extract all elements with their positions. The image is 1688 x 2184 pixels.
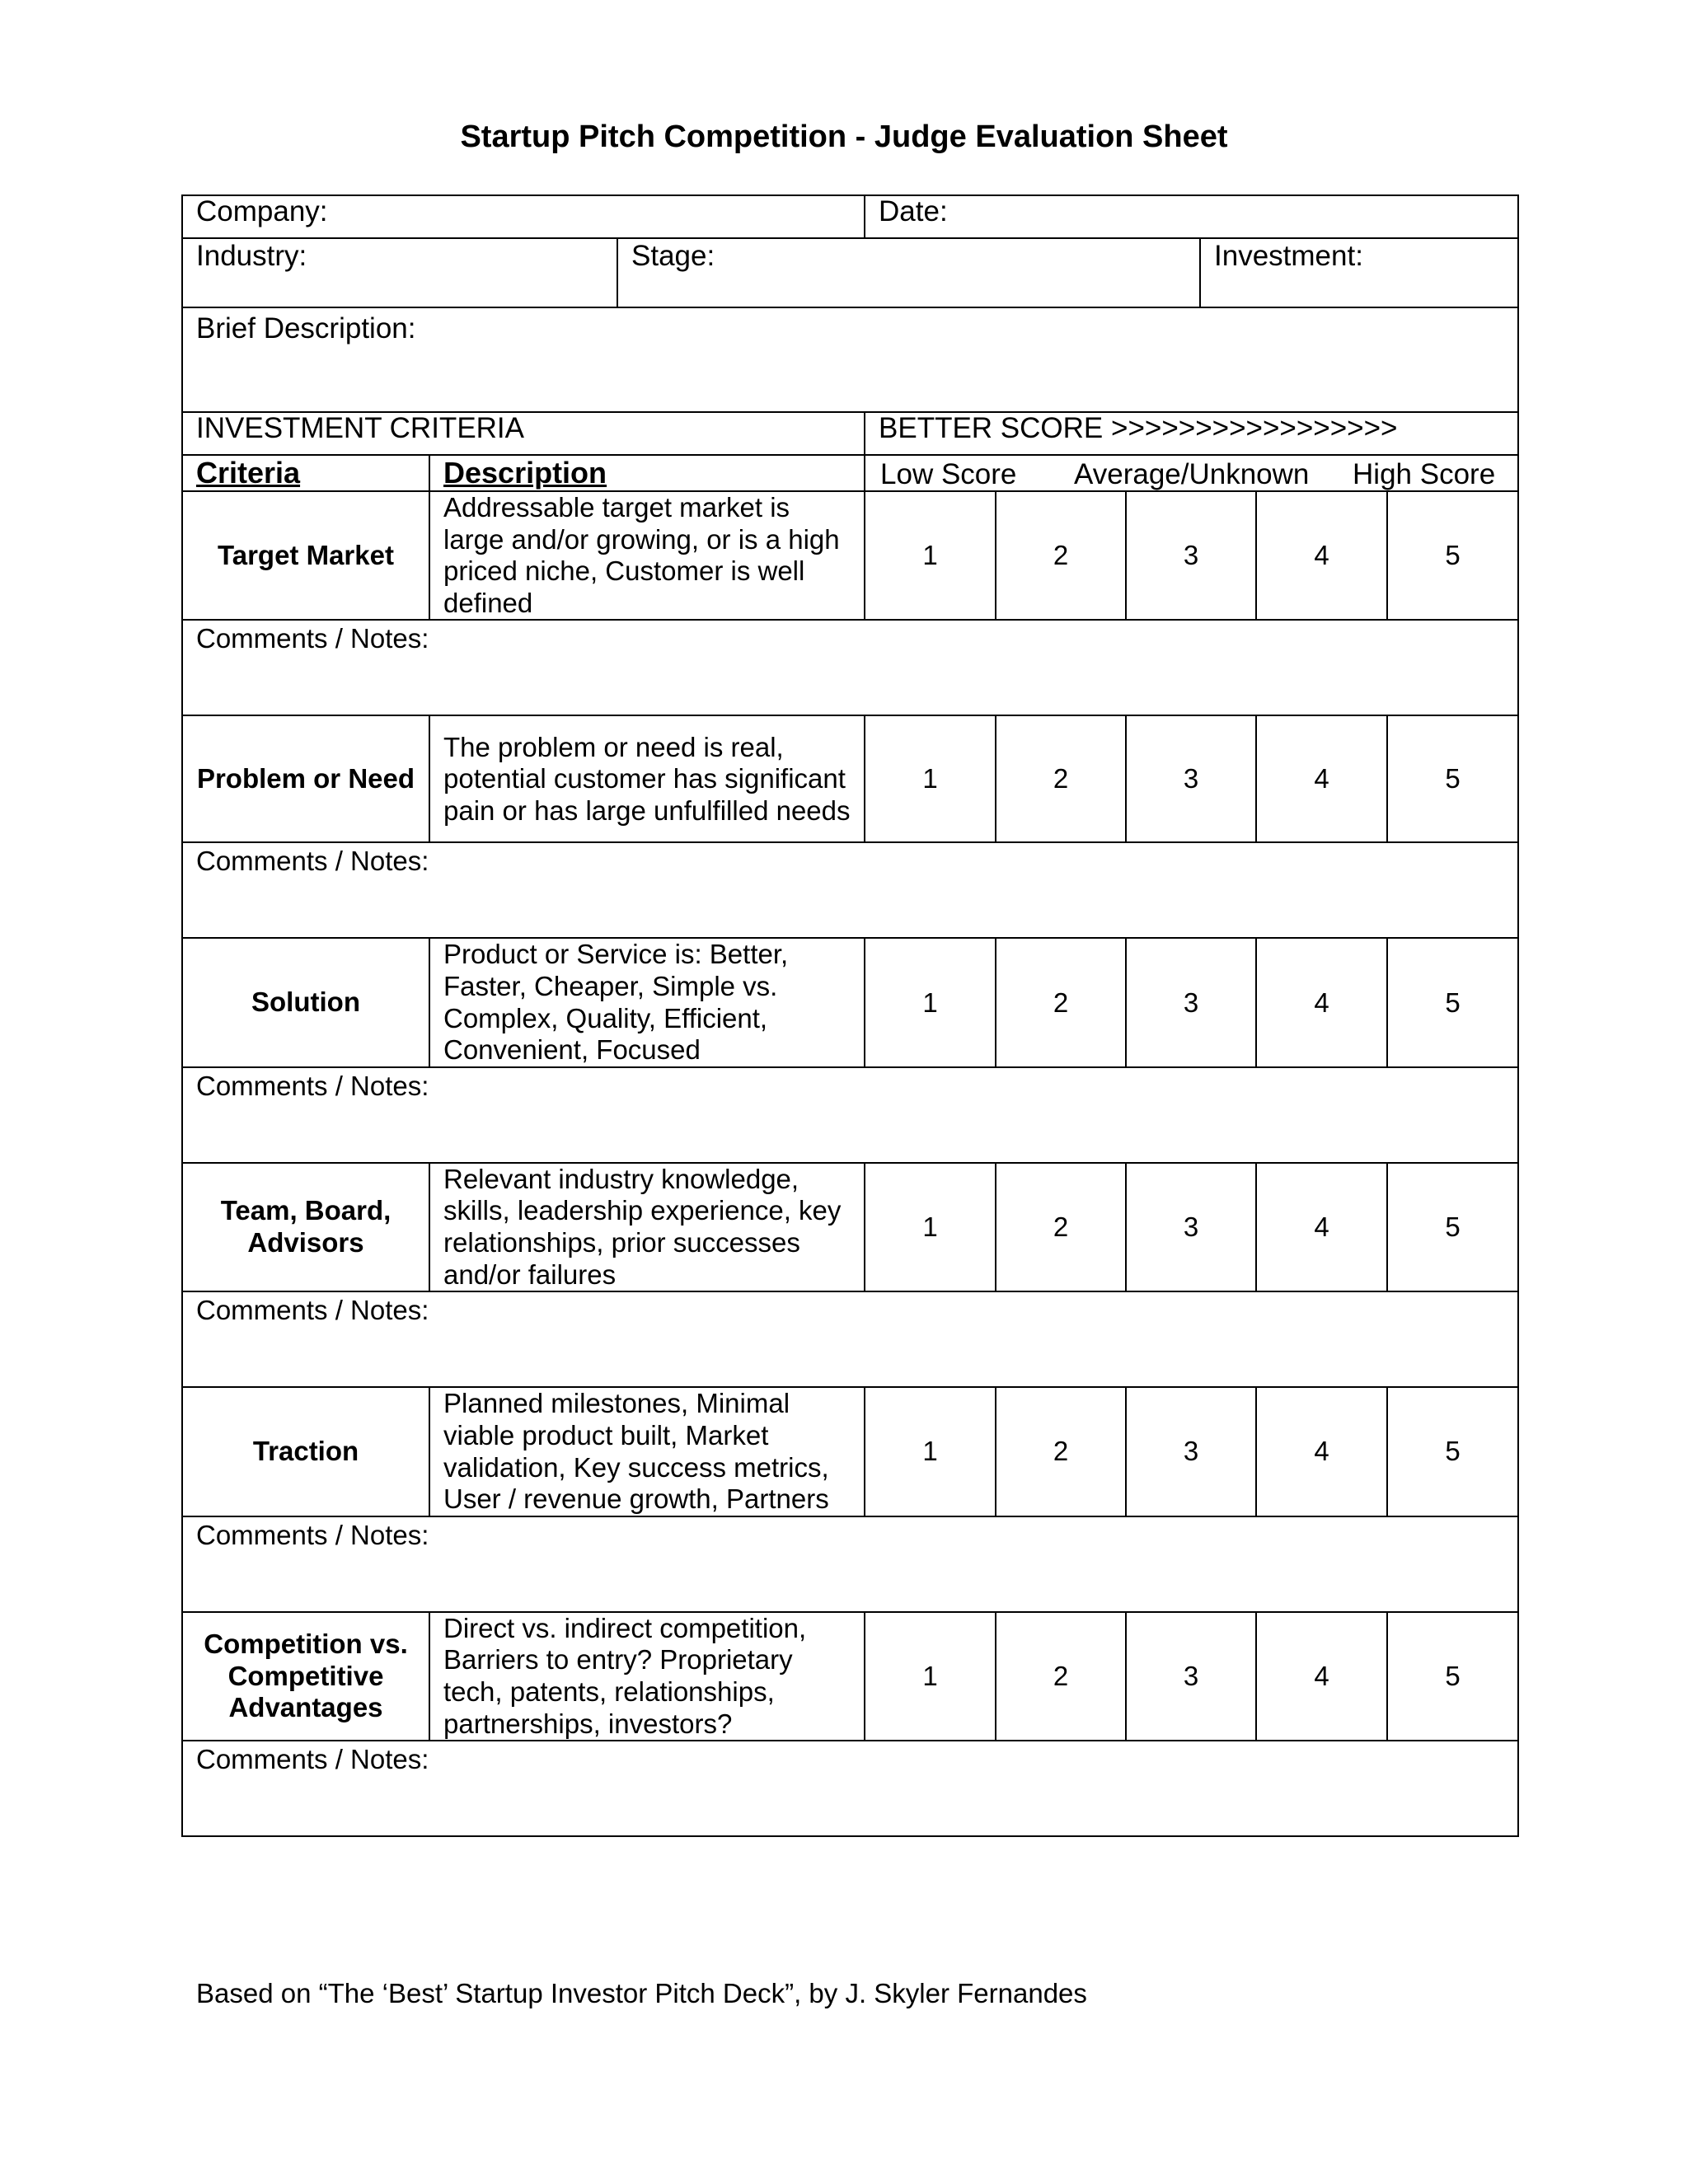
score-option-4[interactable]: 4: [1256, 1387, 1387, 1516]
score-option-2[interactable]: 2: [996, 715, 1126, 842]
score-option-4[interactable]: 4: [1256, 715, 1387, 842]
comments-notes-field[interactable]: Comments / Notes:: [182, 1516, 1518, 1612]
better-score-heading: BETTER SCORE >>>>>>>>>>>>>>>>>: [865, 412, 1518, 455]
score-option-2[interactable]: 2: [996, 938, 1126, 1066]
criterion-row: [182, 1163, 1518, 1291]
score-option-5[interactable]: 5: [1387, 1387, 1518, 1516]
score-option-5[interactable]: 5: [1387, 715, 1518, 842]
score-option-3[interactable]: 3: [1126, 491, 1256, 620]
average-score-label: Average/Unknown: [1074, 458, 1310, 490]
score-option-5[interactable]: 5: [1387, 491, 1518, 620]
score-option-1[interactable]: 1: [865, 938, 996, 1066]
criterion-name: Team, Board, Advisors: [182, 1163, 429, 1291]
high-score-label: High Score: [1353, 458, 1496, 490]
criteria-column-header: Criteria: [182, 455, 429, 491]
criterion-row: [182, 1387, 1518, 1516]
comments-notes-field[interactable]: Comments / Notes:: [182, 1067, 1518, 1163]
comments-notes-field[interactable]: Comments / Notes:: [182, 1291, 1518, 1387]
score-scale-header: [865, 455, 1518, 491]
score-option-4[interactable]: 4: [1256, 1163, 1387, 1291]
investment-field[interactable]: Investment:: [1200, 238, 1518, 307]
score-option-3[interactable]: 3: [1126, 715, 1256, 842]
comments-notes-field[interactable]: Comments / Notes:: [182, 620, 1518, 715]
industry-field[interactable]: Industry:: [182, 238, 617, 307]
criterion-name: Target Market: [182, 491, 429, 620]
comments-notes-field[interactable]: Comments / Notes:: [182, 1741, 1518, 1836]
evaluation-table: [181, 194, 1519, 1837]
description-column-header: Description: [429, 455, 865, 491]
criterion-name: Solution: [182, 938, 429, 1066]
criterion-name: Traction: [182, 1387, 429, 1516]
page-title: Startup Pitch Competition - Judge Evaluation Sheet: [460, 120, 1228, 154]
score-option-2[interactable]: 2: [996, 1387, 1126, 1516]
comments-notes-field[interactable]: Comments / Notes:: [182, 842, 1518, 938]
criterion-row: [182, 491, 1518, 620]
score-option-1[interactable]: 1: [865, 491, 996, 620]
score-option-2[interactable]: 2: [996, 491, 1126, 620]
brief-description-field[interactable]: Brief Description:: [182, 307, 1518, 412]
score-option-4[interactable]: 4: [1256, 1612, 1387, 1741]
criterion-row: [182, 715, 1518, 842]
date-field[interactable]: Date:: [865, 195, 1518, 238]
criterion-description: Addressable target market is large and/or growing, or is a high priced niche, Customer is well defined: [429, 491, 865, 620]
score-option-5[interactable]: 5: [1387, 1612, 1518, 1741]
investment-criteria-heading: INVESTMENT CRITERIA: [182, 412, 865, 455]
score-option-1[interactable]: 1: [865, 1612, 996, 1741]
score-option-4[interactable]: 4: [1256, 491, 1387, 620]
score-option-2[interactable]: 2: [996, 1163, 1126, 1291]
score-option-3[interactable]: 3: [1126, 938, 1256, 1066]
score-option-3[interactable]: 3: [1126, 1612, 1256, 1741]
score-option-2[interactable]: 2: [996, 1612, 1126, 1741]
criterion-name: Problem or Need: [182, 715, 429, 842]
criterion-row: [182, 938, 1518, 1066]
score-option-1[interactable]: 1: [865, 1387, 996, 1516]
criterion-row: [182, 1612, 1518, 1741]
stage-field[interactable]: Stage:: [617, 238, 1200, 307]
criterion-description: The problem or need is real, potential customer has significant pain or has large unfulfilled needs: [429, 715, 865, 842]
score-option-4[interactable]: 4: [1256, 938, 1387, 1066]
score-option-5[interactable]: 5: [1387, 1163, 1518, 1291]
low-score-label: Low Score: [880, 458, 1017, 490]
criterion-name: Competition vs. Competitive Advantages: [182, 1612, 429, 1741]
score-option-1[interactable]: 1: [865, 715, 996, 842]
criterion-description: Relevant industry knowledge, skills, leadership experience, key relationships, prior successes and/or failures: [429, 1163, 865, 1291]
criterion-description: Planned milestones, Minimal viable product built, Market validation, Key success metrics, User / revenue growth, Partners: [429, 1387, 865, 1516]
score-option-1[interactable]: 1: [865, 1163, 996, 1291]
score-option-5[interactable]: 5: [1387, 938, 1518, 1066]
score-option-3[interactable]: 3: [1126, 1387, 1256, 1516]
criterion-description: Product or Service is: Better, Faster, Cheaper, Simple vs. Complex, Quality, Efficient, Convenient, Focused: [429, 938, 865, 1066]
footer-citation: Based on “The ‘Best’ Startup Investor Pitch Deck”, by J. Skyler Fernandes: [196, 1978, 1087, 2008]
criterion-description: Direct vs. indirect competition, Barriers to entry? Proprietary tech, patents, relationships, partnerships, investors?: [429, 1612, 865, 1741]
company-field[interactable]: Company:: [182, 195, 865, 238]
score-option-3[interactable]: 3: [1126, 1163, 1256, 1291]
